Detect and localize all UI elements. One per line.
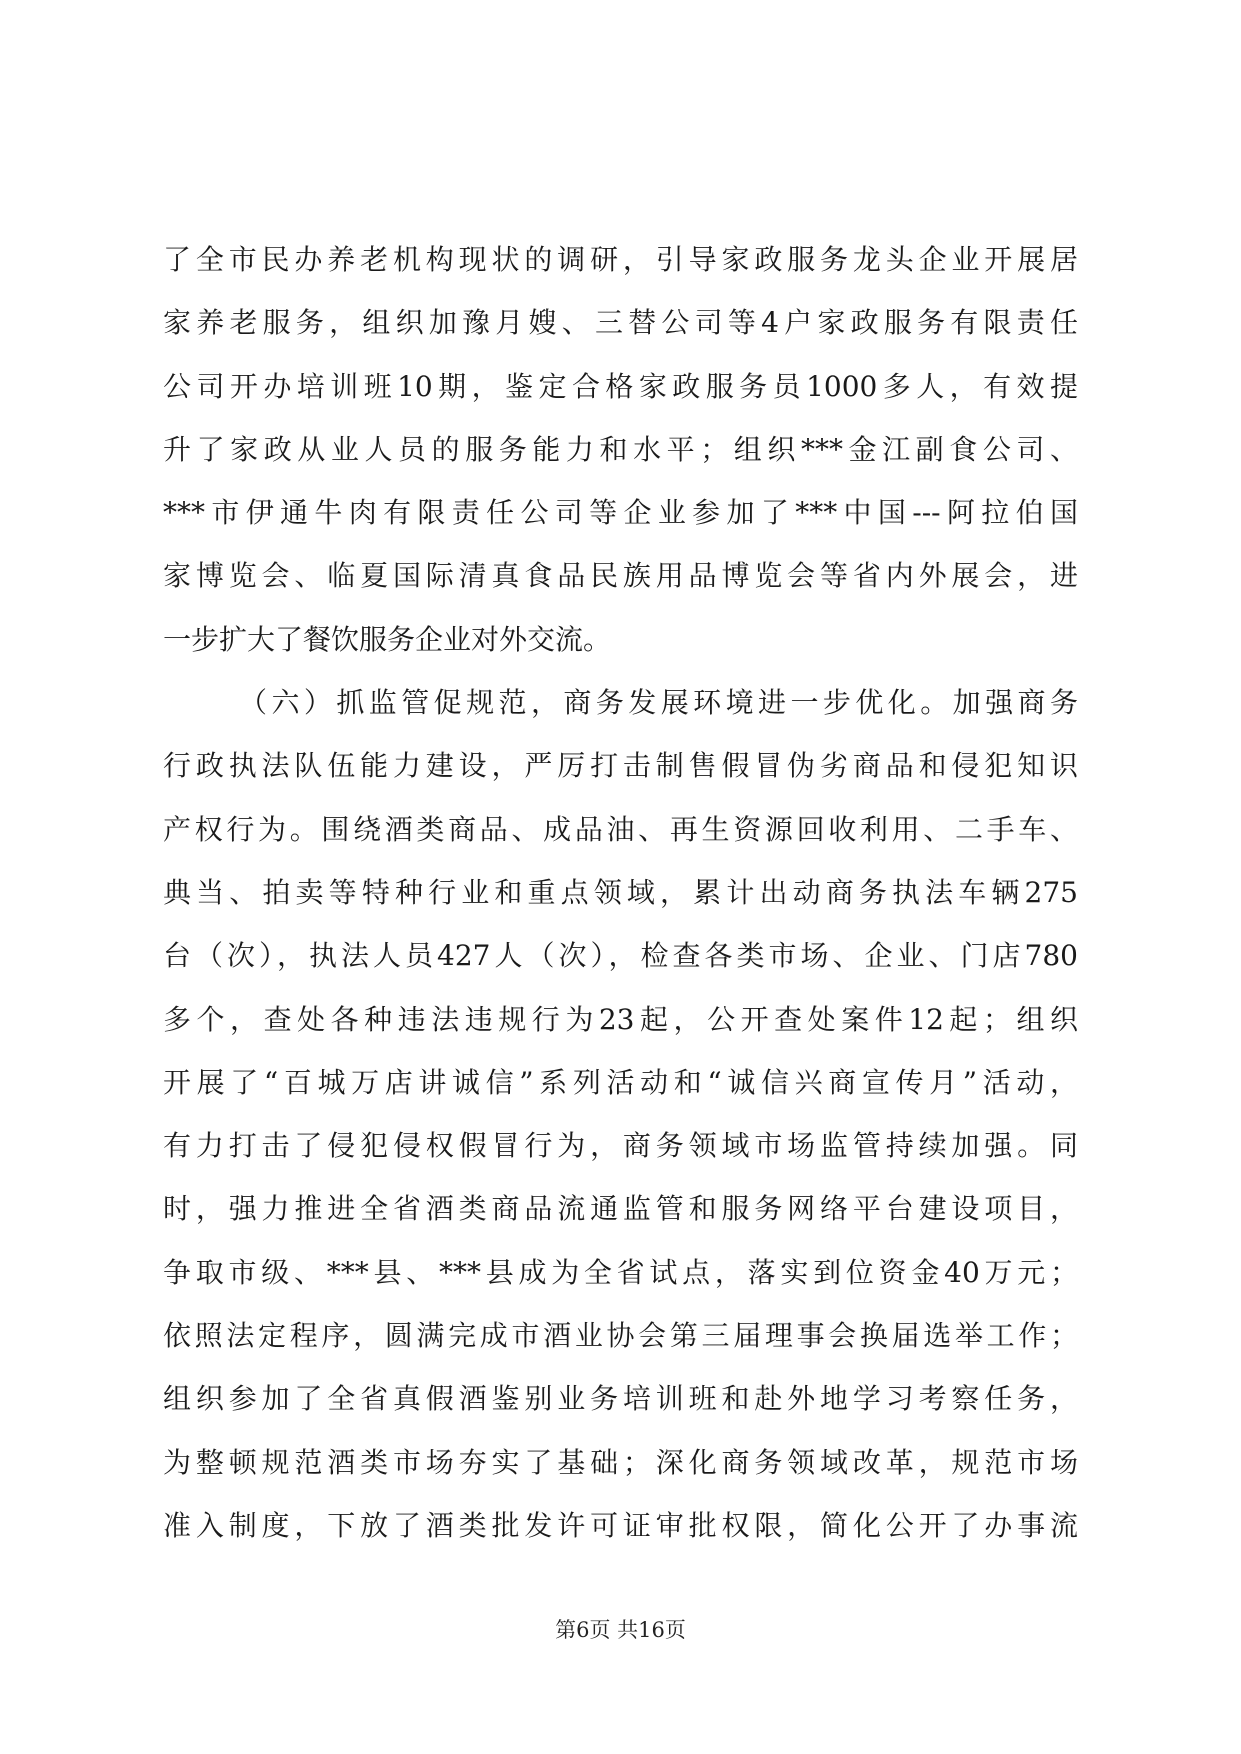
- text-line: 有力打击了侵犯侵权假冒行为，商务领域市场监管持续加强。同: [163, 1129, 1078, 1163]
- text-line: 争取市级、***县、***县成为全省试点，落实到位资金40万元；: [163, 1255, 1078, 1289]
- text-line: 升了家政从业人员的服务能力和水平；组织***金江副食公司、: [163, 432, 1078, 466]
- text-line: 一步扩大了餐饮服务企业对外交流。: [163, 622, 612, 656]
- text-line: 依照法定程序，圆满完成市酒业协会第三届理事会换届选举工作；: [163, 1319, 1078, 1353]
- text-line: 多个，查处各种违法违规行为23起，公开查处案件12起；组织: [163, 1002, 1078, 1036]
- text-line: 典当、拍卖等特种行业和重点领域，累计出动商务执法车辆275: [163, 875, 1078, 909]
- text-line: 台（次），执法人员427人（次），检查各类市场、企业、门店780: [163, 939, 1078, 973]
- text-line: 组织参加了全省真假酒鉴别业务培训班和赴外地学习考察任务，: [163, 1382, 1078, 1416]
- body-text: [163, 228, 1078, 1557]
- text-line: 家博览会、临夏国际清真食品民族用品博览会等省内外展会，进: [163, 559, 1078, 593]
- text-line: 行政执法队伍能力建设，严厉打击制售假冒伪劣商品和侵犯知识: [163, 749, 1078, 783]
- text-line: 开展了“百城万店讲诚信”系列活动和“诚信兴商宣传月”活动，: [163, 1065, 1078, 1099]
- text-line: 准入制度，下放了酒类批发许可证审批权限，简化公开了办事流: [163, 1508, 1078, 1542]
- text-line: 为整顿规范酒类市场夯实了基础；深化商务领域改革，规范市场: [163, 1445, 1078, 1479]
- section-heading-line: （六）抓监管促规范，商务发展环境进一步优化。加强商务: [239, 686, 1078, 720]
- text-line: 产权行为。围绕酒类商品、成品油、再生资源回收利用、二手车、: [163, 812, 1078, 846]
- text-line: ***市伊通牛肉有限责任公司等企业参加了***中国---阿拉伯国: [163, 496, 1078, 530]
- page-footer: 第6页 共16页: [555, 1618, 686, 1642]
- text-line: 时，强力推进全省酒类商品流通监管和服务网络平台建设项目，: [163, 1192, 1078, 1226]
- text-line: 公司开办培训班10期，鉴定合格家政服务员1000多人，有效提: [163, 369, 1078, 403]
- text-line: 了全市民办养老机构现状的调研，引导家政服务龙头企业开展居: [163, 243, 1078, 276]
- text-line: 家养老服务，组织加豫月嫂、三替公司等4户家政服务有限责任: [163, 306, 1078, 340]
